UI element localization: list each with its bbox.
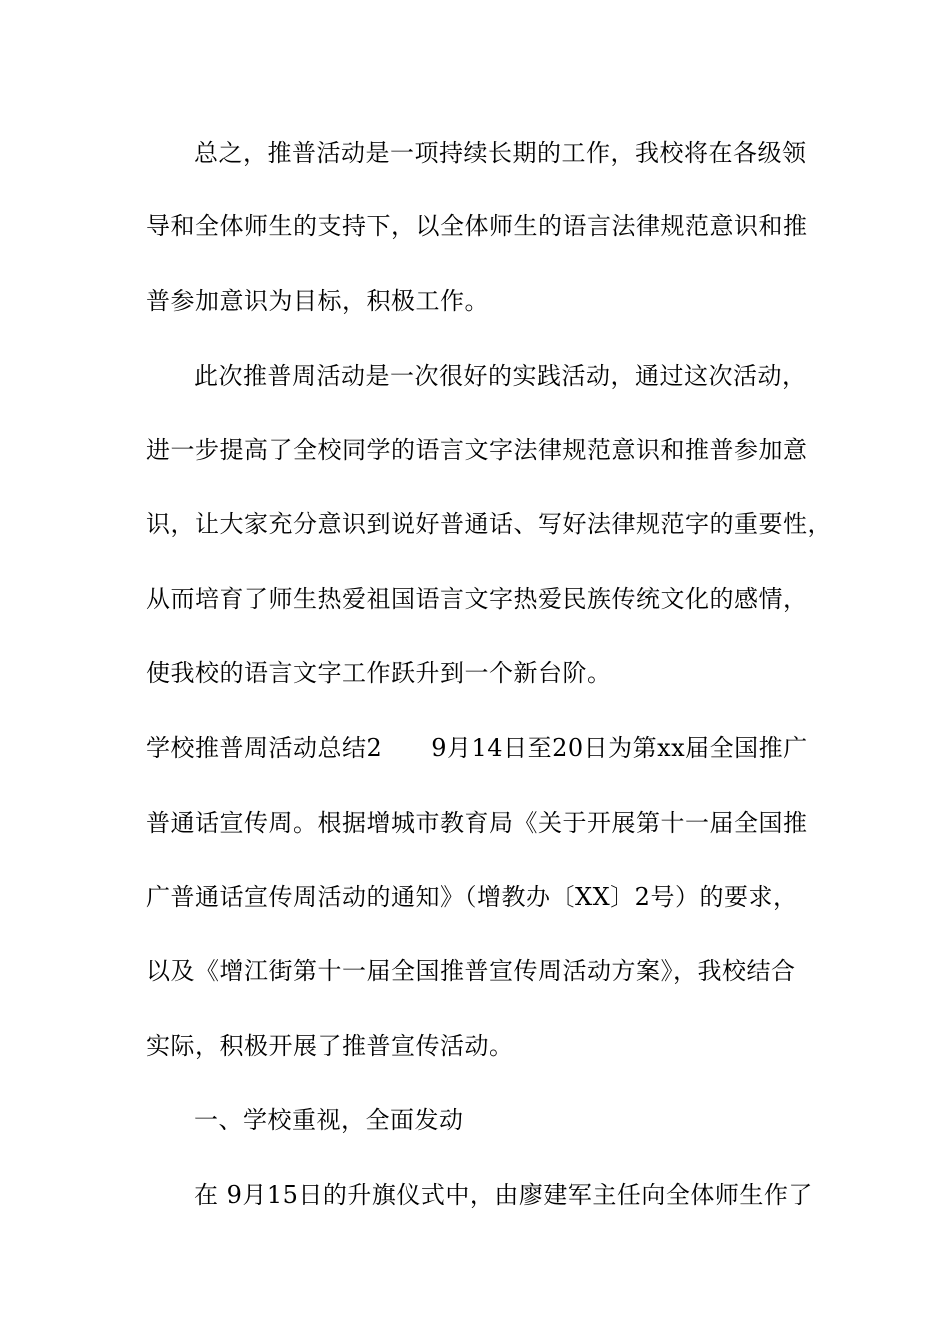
section-heading-line: 学校推普周活动总结2 9月14日至20日为第xx届全国推广 bbox=[146, 734, 808, 762]
paragraph-line: 普参加意识为目标，积极工作。 bbox=[146, 287, 489, 315]
paragraph-line: 广普通话宣传周活动的通知》（增教办〔XX〕2号）的要求， bbox=[146, 883, 798, 911]
paragraph-line: 识，让大家充分意识到说好普通话、写好法律规范字的重要性， bbox=[146, 510, 832, 538]
paragraph-line: 以及《增江街第十一届全国推普宣传周活动方案》，我校结合 bbox=[146, 957, 796, 985]
paragraph-line: 导和全体师生的支持下，以全体师生的语言法律规范意识和推 bbox=[146, 212, 808, 240]
paragraph-line: 总之，推普活动是一项持续长期的工作，我校将在各级领 bbox=[194, 139, 807, 167]
paragraph-line: 从而培育了师生热爱祖国语言文字热爱民族传统文化的感情， bbox=[146, 585, 808, 613]
paragraph-line: 在 9月15日的升旗仪式中，由廖建军主任向全体师生作了 bbox=[194, 1181, 813, 1209]
paragraph-line: 此次推普周活动是一次很好的实践活动，通过这次活动， bbox=[194, 362, 807, 390]
paragraph-line: 进一步提高了全校同学的语言文字法律规范意识和推普参加意 bbox=[146, 436, 808, 464]
paragraph-line: 使我校的语言文字工作跃升到一个新台阶。 bbox=[146, 659, 612, 687]
paragraph-line: 实际，积极开展了推普宣传活动。 bbox=[146, 1032, 514, 1060]
paragraph-line: 普通话宣传周。根据增城市教育局《关于开展第十一届全国推 bbox=[146, 809, 808, 837]
subheading-line: 一、学校重视，全面发动 bbox=[194, 1106, 464, 1134]
